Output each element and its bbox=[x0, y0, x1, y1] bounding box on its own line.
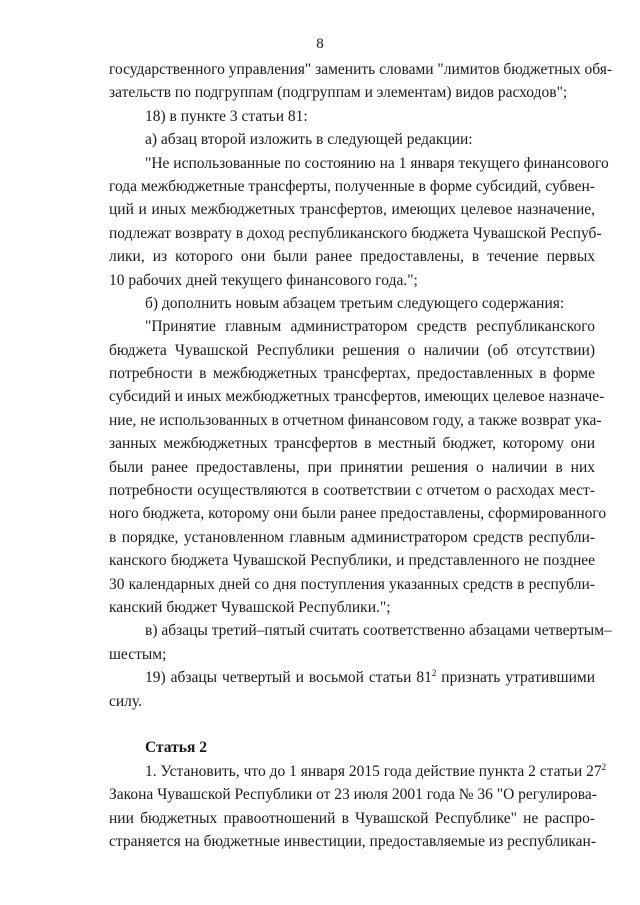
text-line: бюджета Чувашской Республики решения о наличии (об отсутствии) bbox=[109, 341, 595, 359]
text-line: субсидий и иных межбюджетных трансфертов, имеющих целевое назначе- bbox=[109, 388, 605, 406]
text-line: в порядке, установленном главным администратором средств республи- bbox=[109, 528, 595, 546]
text-line: ного бюджета, которому они были ранее предоставлены, сформированного bbox=[109, 505, 607, 523]
text-line: канский бюджет Чувашской Республики."; bbox=[109, 598, 391, 616]
article-heading: Статья 2 bbox=[145, 739, 207, 757]
text-line: были ранее предоставлены, при принятии решения о наличии в них bbox=[109, 458, 595, 476]
text-fragment: признать утратившими bbox=[436, 669, 595, 687]
text-line: шестым; bbox=[109, 645, 167, 663]
text-line: Закона Чувашской Республики от 23 июля 2001 года № 36 "О регулирова- bbox=[109, 786, 597, 804]
text-line: канского бюджета Чувашской Республики, и представленного не позднее bbox=[109, 552, 595, 570]
text-line: б) дополнить новым абзацем третьим следующего содержания: bbox=[145, 294, 565, 312]
document-body bbox=[109, 58, 613, 853]
text-line-with-superscript bbox=[109, 760, 607, 783]
text-line: занных межбюджетных трансфертов в местный бюджет, которому они bbox=[109, 435, 595, 453]
text-line-with-superscript bbox=[109, 666, 595, 689]
text-line: нии бюджетных правоотношений в Чувашской Республике" не распро- bbox=[109, 809, 595, 827]
text-line: силу. bbox=[109, 692, 142, 710]
text-line: а) абзац второй изложить в следующей редакции: bbox=[145, 131, 473, 149]
page-number: 8 bbox=[316, 36, 324, 52]
text-line: "Не использованные по состоянию на 1 января текущего финансового bbox=[145, 154, 609, 172]
text-line: потребности в межбюджетных трансфертах, предоставленных в форме bbox=[109, 365, 595, 383]
text-line: зательств по подгруппам (подгруппам и элементам) видов расходов"; bbox=[109, 84, 568, 102]
text-fragment: 1. Установить, что до 1 января 2015 года действие пункта 2 статьи 27 bbox=[145, 762, 602, 780]
text-line: 30 календарных дней со дня поступления указанных средств в республи- bbox=[109, 575, 595, 593]
text-line: подлежат возврату в доход республиканского бюджета Чувашской Респуб- bbox=[109, 224, 602, 242]
text-line: в) абзацы третий–пятый считать соответственно абзацами четвертым– bbox=[145, 622, 612, 640]
blank-line bbox=[109, 713, 595, 736]
text-line: "Принятие главным администратором средств республиканского bbox=[145, 318, 595, 336]
text-line: страняется на бюджетные инвестиции, предоставляемые из республикан- bbox=[109, 832, 597, 850]
text-line: потребности осуществляются в соответствии с отчетом о расходах мест- bbox=[109, 482, 595, 500]
superscript: 2 bbox=[601, 761, 607, 772]
text-line: 18) в пункте 3 статьи 81: bbox=[145, 107, 308, 125]
text-line: года межбюджетные трансферты, полученные в форме субсидий, субвен- bbox=[109, 177, 595, 195]
text-fragment: 19) абзацы четвертый и восьмой статьи 81 bbox=[145, 669, 432, 687]
text-line: лики, из которого они были ранее предоставлены, в течение первых bbox=[109, 248, 595, 266]
text-line: ние, не использованных в отчетном финансовом году, а также возврат ука- bbox=[109, 411, 602, 429]
text-line: государственного управления" заменить словами "лимитов бюджетных обя- bbox=[109, 61, 613, 78]
text-line: 10 рабочих дней текущего финансового года."; bbox=[109, 271, 418, 289]
superscript: 2 bbox=[431, 668, 437, 679]
text-line: ций и иных межбюджетных трансфертов, имеющих целевое назначение, bbox=[109, 201, 595, 219]
